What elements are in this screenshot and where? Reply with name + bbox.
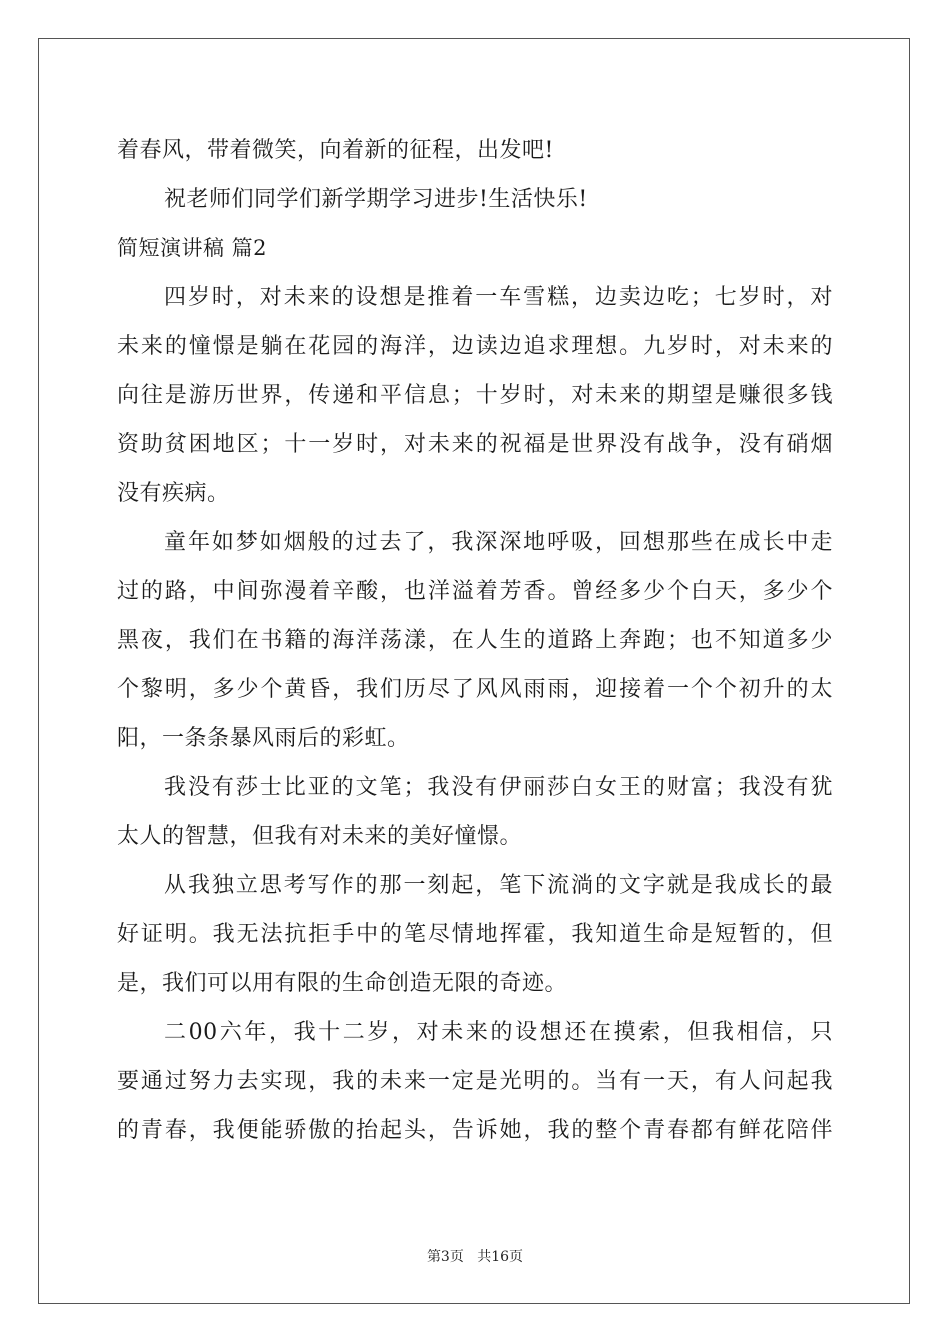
body-line: 太人的智慧，但我有对未来的美好憧憬。 xyxy=(117,824,523,849)
body-line: 向往是游历世界，传递和平信息；十岁时，对未来的期望是赚很多钱 xyxy=(117,383,833,408)
body-line: 要通过努力去实现，我的未来一定是光明的。当有一天，有人问起我 xyxy=(117,1069,833,1094)
body-line: 是，我们可以用有限的生命创造无限的奇迹。 xyxy=(117,971,568,996)
page-total: 共16页 xyxy=(477,1249,524,1265)
page-footer xyxy=(0,1246,950,1266)
page-number: 第3页 xyxy=(426,1249,464,1265)
body-line: 过的路，中间弥漫着辛酸，也洋溢着芳香。曾经多少个白天，多少个 xyxy=(117,579,833,604)
body-line: 资助贫困地区；十一岁时，对未来的祝福是世界没有战争，没有硝烟 xyxy=(117,432,833,457)
body-line: 未来的憧憬是躺在花园的海洋，边读边追求理想。九岁时，对未来的 xyxy=(117,334,833,359)
section-heading: 简短演讲稿 篇2 xyxy=(117,236,268,260)
body-line: 着春风，带着微笑，向着新的征程，出发吧! xyxy=(117,138,554,163)
body-line: 阳，一条条暴风雨后的彩虹。 xyxy=(117,726,410,751)
document-body xyxy=(117,126,833,1155)
body-line: 四岁时，对未来的设想是推着一车雪糕，边卖边吃；七岁时，对 xyxy=(164,285,833,310)
body-line: 黑夜，我们在书籍的海洋荡漾，在人生的道路上奔跑；也不知道多少 xyxy=(117,628,833,653)
body-line: 没有疾病。 xyxy=(117,481,230,506)
body-line: 我没有莎士比亚的文笔；我没有伊丽莎白女王的财富；我没有犹 xyxy=(164,775,833,800)
body-line: 童年如梦如烟般的过去了，我深深地呼吸，回想那些在成长中走 xyxy=(164,530,833,555)
body-line: 从我独立思考写作的那一刻起，笔下流淌的文字就是我成长的最 xyxy=(164,873,833,898)
body-line: 祝老师们同学们新学期学习进步!生活快乐! xyxy=(164,187,588,212)
body-line: 二00六年，我十二岁，对未来的设想还在摸索，但我相信，只 xyxy=(164,1020,833,1045)
body-line: 个黎明，多少个黄昏，我们历尽了风风雨雨，迎接着一个个初升的太 xyxy=(117,677,833,702)
body-line: 好证明。我无法抗拒手中的笔尽情地挥霍，我知道生命是短暂的，但 xyxy=(117,922,833,947)
body-line: 的青春，我便能骄傲的抬起头，告诉她，我的整个青春都有鲜花陪伴 xyxy=(117,1118,833,1143)
